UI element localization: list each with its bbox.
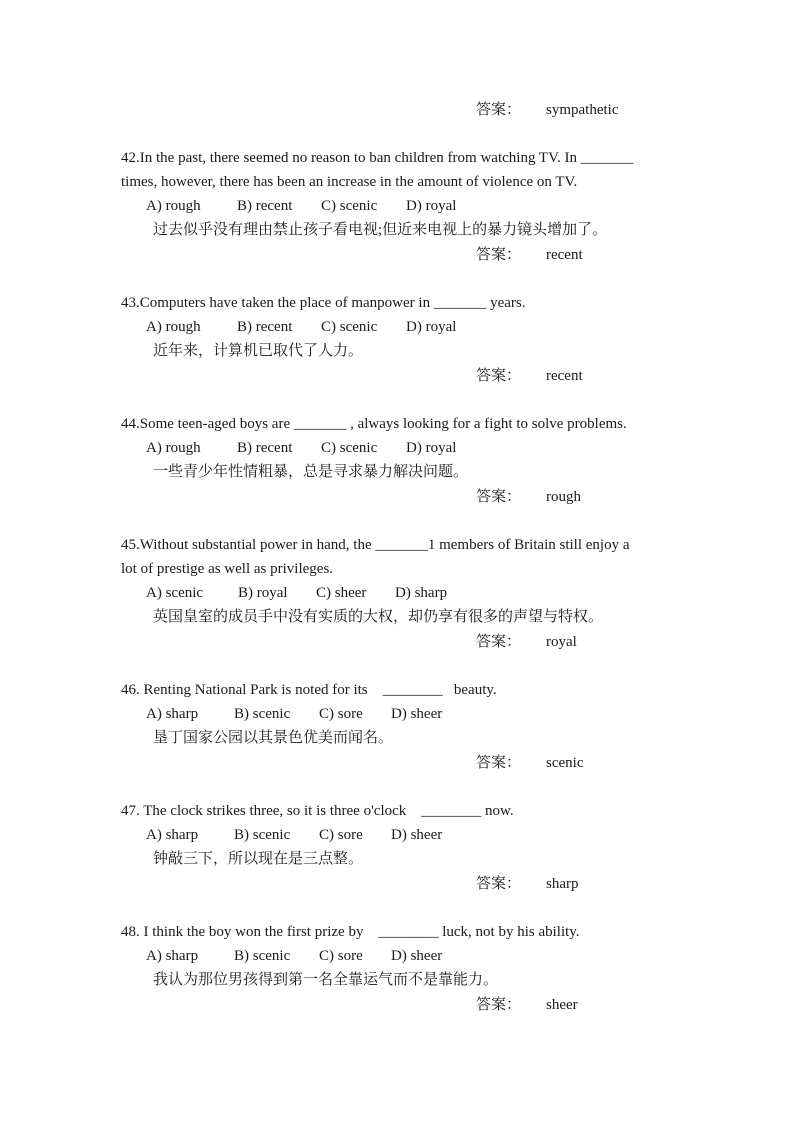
question-43 — [121, 291, 681, 315]
answer-value: sympathetic — [546, 102, 619, 118]
option-b: B) recent — [237, 319, 293, 335]
question-stem-line: times, however, there has been an increase in the amount of violence on TV. — [121, 174, 578, 190]
answer-line-44 — [476, 485, 581, 506]
answer-value: royal — [546, 634, 577, 650]
option-a: A) sharp — [146, 706, 199, 722]
option-list — [146, 944, 442, 968]
chinese-translation: 一些青少年性情粗暴，总是寻求暴力解决问题。 — [153, 464, 469, 480]
question-44 — [121, 412, 681, 436]
option-a: A) rough — [146, 440, 201, 456]
answer-label: 答案： — [476, 876, 522, 892]
question-stem-line: 48. I think the boy won the first prize by ________ luck, not by his ability. — [121, 924, 580, 940]
answer-label: 答案： — [476, 997, 522, 1013]
question-46 — [121, 678, 681, 702]
answer-label: 答案： — [476, 634, 522, 650]
option-list — [146, 436, 456, 460]
answer-line-46 — [476, 751, 583, 772]
question-47 — [121, 799, 681, 823]
answer-value: recent — [546, 247, 583, 263]
chinese-translation: 近年来，计算机已取代了人力。 — [153, 343, 364, 359]
option-d: D) sheer — [391, 948, 443, 964]
answer-label: 答案： — [476, 247, 522, 263]
answer-label: 答案： — [476, 489, 522, 505]
option-a: A) rough — [146, 319, 201, 335]
question-stem-line: 45.Without substantial power in hand, the _______1 members of Britain still enjoy a — [121, 537, 630, 553]
answer-label: 答案： — [476, 368, 522, 384]
option-c: C) sore — [319, 827, 363, 843]
chinese-translation: 垦丁国家公园以其景色优美而闻名。 — [153, 730, 394, 746]
option-d: D) sheer — [391, 706, 443, 722]
answer-value: recent — [546, 368, 583, 384]
option-b: B) scenic — [234, 948, 291, 964]
answer-value: sheer — [546, 997, 578, 1013]
option-b: B) scenic — [234, 706, 291, 722]
answer-value: scenic — [546, 755, 584, 771]
option-list — [146, 315, 456, 339]
question-48 — [121, 920, 681, 944]
answer-line-45 — [476, 630, 577, 651]
option-a: A) sharp — [146, 827, 199, 843]
question-stem-line: 46. Renting National Park is noted for its ________ beauty. — [121, 682, 497, 698]
option-d: D) royal — [406, 198, 457, 214]
option-b: B) recent — [237, 440, 293, 456]
answer-value: sharp — [546, 876, 579, 892]
option-c: C) sore — [319, 706, 363, 722]
answer-label: 答案： — [476, 755, 522, 771]
chinese-translation: 我认为那位男孩得到第一名全靠运气而不是靠能力。 — [153, 972, 499, 988]
answer-line-48 — [476, 993, 578, 1014]
option-list — [146, 702, 442, 726]
chinese-translation: 钟敲三下，所以现在是三点整。 — [153, 851, 364, 867]
answer-line-43 — [476, 364, 583, 385]
option-d: D) royal — [406, 319, 457, 335]
option-c: C) scenic — [321, 440, 378, 456]
option-d: D) sheer — [391, 827, 443, 843]
option-list — [146, 194, 456, 218]
chinese-translation: 过去似乎没有理由禁止孩子看电视;但近来电视上的暴力镜头增加了。 — [153, 222, 608, 238]
answer-line-47 — [476, 872, 579, 893]
option-list — [146, 823, 442, 847]
question-stem-line: 44.Some teen-aged boys are _______ , always looking for a fight to solve problems. — [121, 416, 627, 432]
answer-line-42 — [476, 243, 583, 264]
option-c: C) sheer — [316, 585, 367, 601]
question-stem-line: lot of prestige as well as privileges. — [121, 561, 334, 577]
option-a: A) rough — [146, 198, 201, 214]
question-45 — [121, 533, 681, 581]
answer-value: rough — [546, 489, 581, 505]
chinese-translation: 英国皇室的成员手中没有实质的大权，却仍享有很多的声望与特权。 — [153, 609, 604, 625]
option-a: A) scenic — [146, 585, 204, 601]
option-c: C) scenic — [321, 198, 378, 214]
answer-label: 答案： — [476, 102, 522, 118]
option-c: C) scenic — [321, 319, 378, 335]
question-stem-line: 43.Computers have taken the place of manpower in _______ years. — [121, 295, 526, 311]
option-b: B) scenic — [234, 827, 291, 843]
answer-line-41 — [476, 98, 618, 119]
question-stem-line: 47. The clock strikes three, so it is three o'clock ________ now. — [121, 803, 514, 819]
option-c: C) sore — [319, 948, 363, 964]
question-stem-line: 42.In the past, there seemed no reason to ban children from watching TV. In _______ — [121, 150, 634, 166]
option-d: D) sharp — [395, 585, 448, 601]
option-b: B) royal — [238, 585, 288, 601]
question-42 — [121, 146, 681, 194]
option-d: D) royal — [406, 440, 457, 456]
option-list — [146, 581, 447, 605]
option-b: B) recent — [237, 198, 293, 214]
option-a: A) sharp — [146, 948, 199, 964]
